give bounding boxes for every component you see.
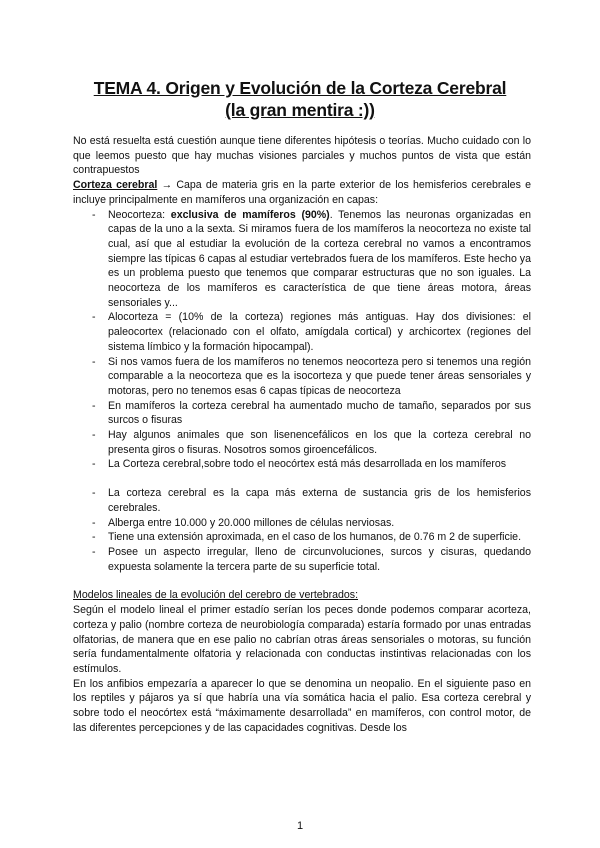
list-item-alocorteza: - Alocorteza = (10% de la corteza) regiones más antiguas. Hay dos divisiones: el paleocortex (relacionado con el olfato, amígdala cortical) y archicortex (regiones del sistema límbico y la formación hipocampal).	[73, 310, 531, 354]
modelos-paragraph-2: En los anfibios empezaría a aparecer lo que se denomina un neopalio. En el siguiente paso en los reptiles y pájaros ya sí que habría una vía somática hacia el palio. Esa corteza cerebral y sobre todo el neocórtex está “máximamente desarrollada” en mamíferos, con control motor, de las diferentes percepciones y de las capacidades cognitivas. Desde los	[73, 677, 531, 734]
spacer	[73, 472, 531, 486]
modelos-heading: Modelos lineales de la evolución del cerebro de vertebrados:	[73, 589, 359, 602]
title-line-1: TEMA 4. Origen y Evolución de la Corteza Cerebral	[93, 78, 507, 98]
list-item-fuera-mamiferos: - Si nos vamos fuera de los mamíferos no tenemos neocorteza pero si tenemos una región comparable a la neocorteza que es la isocorteza y que puede tener áreas sensoriales y motoras, pero no tenemos esas 6 capas típicas de neocorteza	[73, 355, 531, 399]
intro-paragraph: No está resuelta está cuestión aunque tiene diferentes hipótesis o teorías. Mucho cuidado con lo que leemos puesto que hay muchas visiones parciales y muchos puntos de vista que están contrapuestos	[73, 135, 531, 177]
list-item-neocortex: - La Corteza cerebral,sobre todo el neocórtex está más desarrollada en los mamíferos	[73, 457, 531, 472]
bullet-list-2	[73, 486, 531, 574]
corteza-definition-text: → Capa de materia gris en la parte exterior de los hemisferios cerebrales e incluye principalmente en mamíferos una organización en capas:	[73, 179, 531, 206]
list-item-capa: - La corteza cerebral es la capa más externa de sustancia gris de los hemisferios cerebrales.	[73, 486, 531, 515]
modelos-paragraph-1: Según el modelo lineal el primer estadío serían los peces donde podemos comparar acorteza, corteza y palio (nombre corteza de neurobiología comparada) estaría formado por unas entradas olfatorias, de manera que en ese palio no cabrían otras áreas sensoriales o motoras, su función sería fundamentalmente olfatoria y relacionada con conductas instintivas relacionadas con los estímulos.	[73, 604, 531, 675]
title-line-2: (la gran mentira :))	[225, 100, 375, 120]
document-body	[73, 134, 531, 735]
list-item-tamano: - En mamíferos la corteza cerebral ha aumentado mucho de tamaño, separados por sus surcos o fisuras	[73, 399, 531, 428]
corteza-definition	[73, 178, 531, 207]
list-item-neuronas: - Alberga entre 10.000 y 20.000 millones de células nerviosas.	[73, 516, 531, 531]
spacer	[73, 574, 531, 588]
neocorteza-bold: exclusiva de mamíferos (90%)	[170, 208, 330, 221]
list-item-aspecto: - Posee un aspecto irregular, lleno de circunvoluciones, surcos y cisuras, quedando expuesta solamente la tercera parte de su superficie total.	[73, 545, 531, 574]
list-item-lisencefalicos: - Hay algunos animales que son lisenencefálicos en los que la corteza cerebral no presenta giros o fisuras. Nosotros somos giroencefálicos.	[73, 428, 531, 457]
list-item-neocorteza	[73, 208, 531, 311]
corteza-term: Corteza cerebral	[73, 179, 158, 192]
list-item-extension: - Tiene una extensión aproximada, en el caso de los humanos, de 0.76 m 2 de superficie.	[73, 530, 531, 545]
neocorteza-rest: . Tenemos las neuronas organizadas en capas de la uno a la sexta. Si miramos fuera de los mamíferos la neocorteza no existe tal cual, así que al estudiar la evolución de la corteza cerebral no vamos a encontramos siempre las típicas 6 capas al estudiar vertebrados fuera de los mamíferos. Este hecho ya es un problema puesto que tenemos que comparar estructuras que no son iguales. La neocorteza de los mamíferos es característica de que tiene áreas motora, áreas sensoriales y...	[108, 208, 532, 309]
bullet-list-1	[73, 208, 531, 473]
page-number: 1	[296, 820, 304, 832]
neocorteza-prefix: Neocorteza:	[108, 208, 171, 221]
